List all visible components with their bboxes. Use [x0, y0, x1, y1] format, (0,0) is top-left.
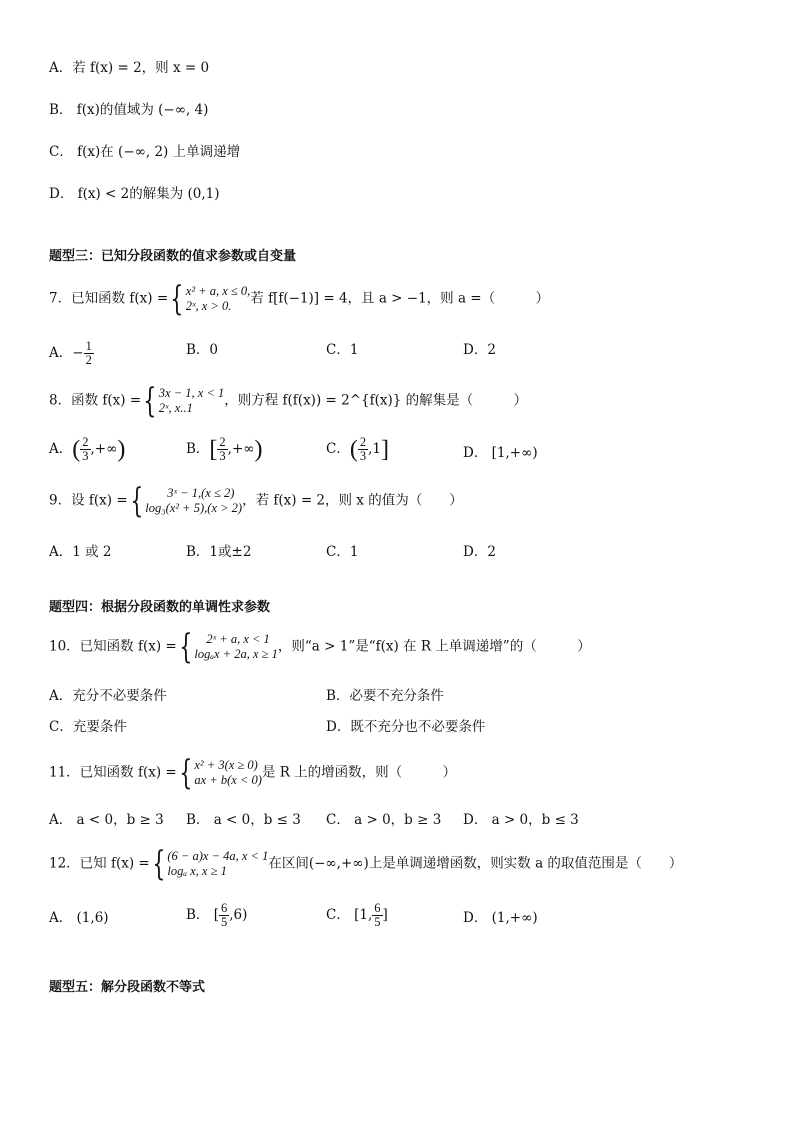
fraction-numerator: 2	[82, 435, 89, 449]
option-b: B． f(x)的值域为 (−∞, 4)	[49, 102, 209, 118]
brace-icon: {	[179, 627, 193, 667]
q9-case-2: log₃(x² + 5),(x > 2)	[145, 501, 243, 515]
q12-option-c-rest: ]	[382, 907, 388, 923]
q9-suffix: ，若 f(x) = 2，则 x 的值为（ ）	[242, 492, 463, 509]
q8-b-fraction	[217, 436, 227, 463]
brace-icon: {	[170, 279, 184, 319]
q7-case-1: x² + a, x ≤ 0,	[185, 284, 251, 298]
q7-option-c: C．1	[326, 342, 359, 358]
question-8	[49, 381, 528, 421]
q12-suffix: 在区间(−∞,+∞)上是单调递增函数，则实数 a 的取值范围是（ ）	[268, 855, 683, 872]
q11-suffix: 是 R 上的增函数，则（ ）	[261, 764, 457, 781]
q7-option-b: B．0	[186, 342, 219, 358]
q9-option-b: B．1或±2	[186, 544, 252, 560]
q8-prefix: 8．函数 f(x) =	[49, 392, 142, 409]
q10-cases	[194, 632, 278, 662]
q8-option-c: C．( $\frac{2}{3}$ ,1]	[326, 435, 389, 463]
q7-case-2: 2ˣ, x > 0.	[185, 299, 232, 313]
q10-option-d: D．既不充分也不必要条件	[326, 719, 486, 735]
q10-option-b: B．必要不充分条件	[326, 688, 444, 704]
q8-option-c-prefix: C．	[326, 441, 350, 457]
fraction-numerator: 2	[219, 435, 226, 449]
q7-fraction	[84, 340, 94, 367]
section-heading-3: 题型三：已知分段函数的值求参数或自变量	[49, 249, 297, 264]
q9-option-d: D．2	[463, 544, 496, 560]
fraction-denominator: 5	[220, 915, 228, 929]
fraction-denominator: 2	[85, 353, 92, 367]
q7-cases	[186, 284, 251, 314]
q12-prefix: 12．已知 f(x) =	[49, 855, 150, 872]
q9-prefix: 9．设 f(x) =	[49, 492, 128, 509]
q8-option-a-rest: ,+∞	[90, 441, 118, 457]
q9-case-1: 3ˣ − 1,(x ≤ 2)	[167, 486, 235, 500]
question-11	[49, 753, 457, 793]
q8-option-d: D． [1,+∞)	[463, 445, 538, 461]
q12-option-c	[326, 902, 388, 929]
q7-option-d: D．2	[463, 342, 496, 358]
q9-option-a: A．1 或 2	[49, 544, 112, 560]
q8-case-2: 2ˣ, x..1	[158, 401, 193, 415]
q8-option-b-prefix: B．	[186, 441, 210, 457]
q12-cases	[167, 849, 268, 879]
q10-option-c: C．充要条件	[49, 719, 127, 735]
q10-case-2: logₐx + 2a, x ≥ 1	[194, 647, 278, 661]
brace-icon: {	[143, 381, 157, 421]
question-12	[49, 844, 683, 884]
q11-case-1: x² + 3(x ≥ 0)	[194, 758, 258, 772]
q8-option-a-prefix: A．	[49, 441, 73, 457]
q8-case-1: 3x − 1, x < 1	[158, 386, 225, 400]
q12-option-b-rest: ,6)	[229, 907, 248, 923]
fraction-denominator: 3	[82, 449, 89, 463]
q7-option-a	[49, 340, 94, 367]
q8-c-fraction	[358, 436, 368, 463]
q8-option-b: B．[ $\frac{2}{3}$ ,+∞)	[186, 435, 263, 463]
q7-suffix: 若 f[f(−1)] = 4，且 a > −1，则 a =（ ）	[250, 290, 550, 307]
q9-cases	[145, 486, 242, 516]
question-10	[49, 627, 591, 667]
section-heading-5: 题型五：解分段函数不等式	[49, 980, 206, 995]
q12-option-c-prefix: C． [1,	[326, 907, 373, 923]
q12-c-fraction	[372, 902, 382, 929]
q8-a-fraction	[80, 436, 90, 463]
fraction-numerator: 1	[85, 339, 92, 353]
q12-option-b	[186, 902, 247, 929]
q8-option-a: A．( $\frac{2}{3}$ ,+∞)	[49, 435, 126, 463]
fraction-denominator: 5	[374, 915, 381, 929]
q11-cases	[194, 758, 262, 788]
option-a: A．若 f(x) = 2，则 x = 0	[49, 60, 210, 76]
q10-option-a: A．充分不必要条件	[49, 688, 167, 704]
q8-option-b-rest: ,+∞	[227, 441, 255, 457]
option-c: C． f(x)在 (−∞, 2) 上单调递增	[49, 144, 241, 160]
q12-option-b-prefix: B． [	[186, 907, 219, 923]
q12-case-1: (6 − a)x − 4a, x < 1	[167, 849, 269, 863]
q8-cases	[159, 386, 224, 416]
q8-option-c-rest: ,1	[368, 441, 381, 457]
q7-option-a-prefix: A．−	[49, 345, 84, 361]
q9-option-c: C．1	[326, 544, 359, 560]
fraction-numerator: 6	[374, 901, 381, 915]
question-9	[49, 481, 463, 521]
brace-icon: {	[129, 481, 143, 521]
q11-case-2: ax + b(x < 0)	[194, 773, 262, 787]
section-heading-4: 题型四：根据分段函数的单调性求参数	[49, 600, 271, 615]
q12-case-2: logₐ x, x ≥ 1	[167, 864, 227, 878]
q11-option-a: A． a < 0，b ≥ 3	[49, 812, 164, 828]
q10-prefix: 10．已知函数 f(x) =	[49, 638, 177, 655]
question-7	[49, 279, 550, 319]
brace-icon: {	[152, 844, 166, 884]
q10-suffix: ，则“a > 1”是“f(x) 在 R 上单调递增”的（ ）	[277, 638, 591, 655]
q12-b-fraction	[219, 902, 229, 929]
q11-option-d: D． a > 0，b ≤ 3	[463, 812, 579, 828]
q11-prefix: 11．已知函数 f(x) =	[49, 764, 177, 781]
q11-option-b: B． a < 0，b ≤ 3	[186, 812, 301, 828]
q10-case-1: 2ˣ + a, x < 1	[206, 632, 270, 646]
fraction-denominator: 3	[219, 449, 226, 463]
q11-option-c: C． a > 0，b ≥ 3	[326, 812, 442, 828]
fraction-numerator: 2	[359, 435, 367, 449]
q12-option-d: D． (1,+∞)	[463, 910, 538, 926]
brace-icon: {	[179, 753, 193, 793]
fraction-numerator: 6	[220, 901, 228, 915]
option-d: D． f(x) < 2的解集为 (0,1)	[49, 186, 220, 202]
fraction-denominator: 3	[359, 449, 367, 463]
q12-option-a: A． (1,6)	[49, 910, 109, 926]
q7-prefix: 7．已知函数 f(x) =	[49, 290, 169, 307]
q8-suffix: ，则方程 f(f(x)) = 2^{f(x)} 的解集是（ ）	[224, 392, 528, 409]
